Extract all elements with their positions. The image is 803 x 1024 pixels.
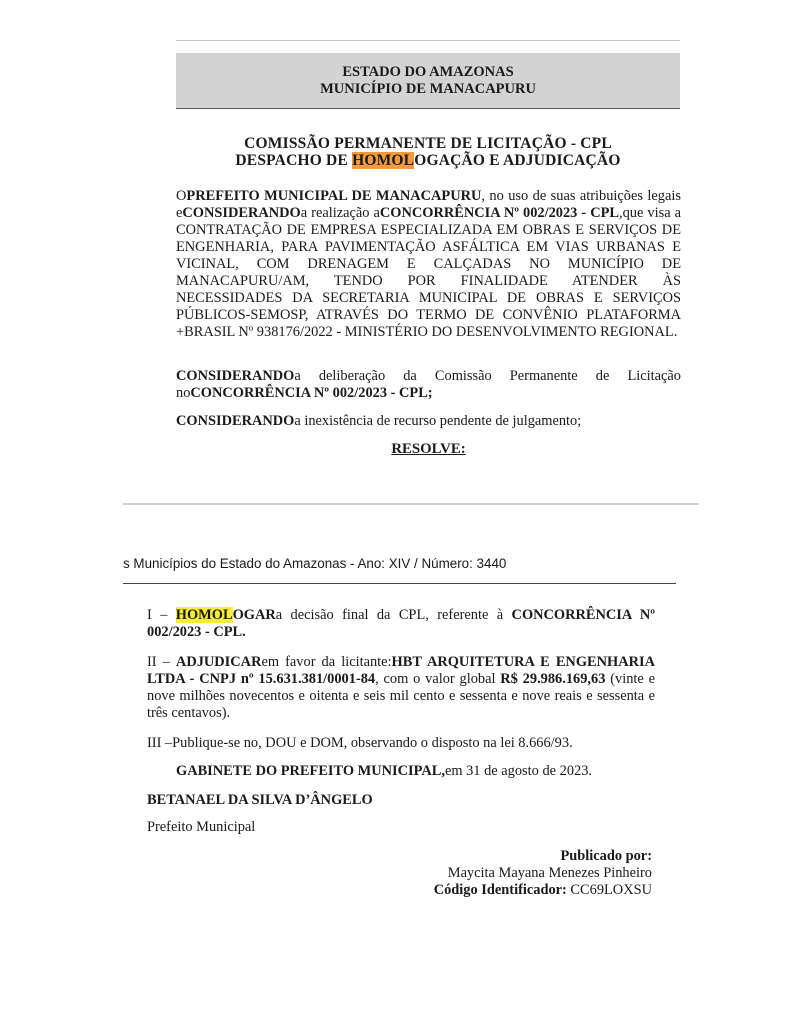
p3-text: a inexistência de recurso pendente de julgamento; xyxy=(294,413,582,429)
p1-text-1: , no uso de suas atribuições legais e xyxy=(176,188,681,221)
considerando-3: CONSIDERANDO xyxy=(176,413,295,429)
item-2-text-3: (vinte e nove milhões novecentos e oitenta e seis mil cento e sessenta e nove reais e sessenta e três centavos). xyxy=(147,671,655,721)
identifier-code: CC69LOXSU xyxy=(566,882,652,898)
item-1-number: I – xyxy=(147,607,176,623)
dispatch-title-start: DESPACHO DE xyxy=(235,152,353,169)
page-divider xyxy=(123,503,699,505)
p2-text: a deliberação da Comissão Permanente de Licitação no xyxy=(176,368,681,401)
highlighted-term: HOMOL xyxy=(352,152,415,169)
item-2-text-1: em favor da licitante: xyxy=(261,654,392,670)
publication-block xyxy=(380,848,652,899)
p1-prefix: O xyxy=(176,188,187,204)
item-1-verb-end: OGAR xyxy=(232,607,276,623)
highlighted-term: HOMOL xyxy=(175,607,233,623)
journal-header-rule xyxy=(123,583,676,584)
published-by-label: Publicado por: xyxy=(560,848,652,864)
resolution-item-1 xyxy=(147,607,655,641)
resolution-item-2 xyxy=(147,654,655,722)
third-paragraph xyxy=(176,413,681,430)
gabinete-date: em 31 de agosto de 2023. xyxy=(444,763,593,779)
gabinete-line xyxy=(176,763,592,780)
considerando-2: CONSIDERANDO xyxy=(176,368,295,384)
resolve-heading: RESOLVE: xyxy=(391,441,466,457)
identifier-label: Código Identificador: xyxy=(433,882,567,898)
item-2-text-2: , com o valor global xyxy=(375,671,501,687)
concorrencia-ref-3: CONCORRÊNCIA Nº 002/2023 - CPL. xyxy=(147,607,656,640)
item-3-number: III – xyxy=(147,735,173,751)
concorrencia-ref-2: CONCORRÊNCIA Nº 002/2023 - CPL; xyxy=(190,385,433,401)
resolution-item-3 xyxy=(147,735,655,752)
dispatch-title xyxy=(176,152,680,169)
item-1-text: a decisão final da CPL, referente à xyxy=(275,607,512,623)
document-title xyxy=(176,135,680,169)
item-3-text: Publique-se no, DOU e DOM, observando o disposto na lei 8.666/93. xyxy=(172,735,573,751)
mayor-title: PREFEITO MUNICIPAL DE MANACAPURU xyxy=(186,188,482,204)
state-header-box xyxy=(176,53,680,109)
item-2-number: II – xyxy=(147,654,176,670)
municipality-name: MUNICÍPIO DE MANACAPURU xyxy=(320,81,536,97)
commission-title: COMISSÃO PERMANENTE DE LICITAÇÃO - CPL xyxy=(244,135,612,152)
second-paragraph xyxy=(176,368,681,402)
awarded-company: HBT ARQUITETURA E ENGENHARIA LTDA - CNPJ nº 15.631.381/0001-84 xyxy=(147,654,655,687)
concorrencia-ref-1: CONCORRÊNCIA Nº 002/2023 - CPL xyxy=(379,205,619,221)
p1-text-2: a realização a xyxy=(300,205,380,221)
contract-value: R$ 29.986.169,63 xyxy=(500,671,606,687)
p1-text-3: ,que visa a CONTRATAÇÃO DE EMPRESA ESPECIALIZADA EM OBRAS E SERVIÇOS DE ENGENHARIA, PARA PAVIMENTAÇÃO ASFÁLTICA EM VIAS URBANAS E VICINAL, COM DRENAGEM E CALÇADAS NO MUNICÍPIO DE MANACAPURU/AM, TENDO POR FINALIDADE ATENDER ÀS NECESSIDADES DA SECRETARIA MUNICIPAL DE OBRAS E SERVIÇOS PÚBLICOS-SEMOSP, ATRAVÉS DO TERMO DE CONVÊNIO PLATAFORMA +BRASIL Nº 938176/2022 - MINISTÉRIO DO DESENVOLVIMENTO REGIONAL. xyxy=(176,205,681,340)
signatory-name: BETANAEL DA SILVA D’ÂNGELO xyxy=(147,792,373,808)
item-2-verb: ADJUDICAR xyxy=(175,654,262,670)
opening-paragraph xyxy=(176,188,681,341)
gabinete-label: GABINETE DO PREFEITO MUNICIPAL, xyxy=(176,763,445,779)
publisher-name: Maycita Mayana Menezes Pinheiro xyxy=(447,865,652,881)
dispatch-title-end: OGAÇÃO E ADJUDICAÇÃO xyxy=(414,152,621,169)
considerando-1: CONSIDERANDO xyxy=(182,205,301,221)
journal-header: s Municípios do Estado do Amazonas - Ano: XIV / Número: 3440 xyxy=(123,556,507,571)
state-name: ESTADO DO AMAZONAS xyxy=(342,64,514,80)
top-rule xyxy=(176,40,680,41)
signatory-role: Prefeito Municipal xyxy=(147,819,256,835)
